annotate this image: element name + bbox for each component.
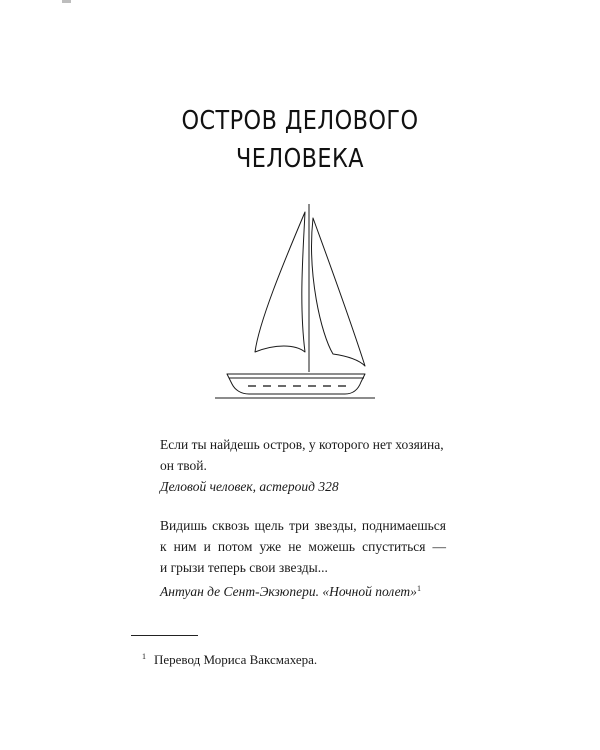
epigraph-1-attribution: Деловой человек, астероид 328 — [160, 479, 339, 494]
epigraph-1-line-1: Если ты найдешь остров, у которого нет хозяина, — [160, 437, 444, 452]
epigraph-2-line-2: к ним и потом уже не можешь спуститься — — [160, 539, 446, 554]
footnote-divider — [131, 635, 198, 636]
chapter-title — [0, 102, 600, 178]
epigraph-2 — [160, 515, 446, 602]
footnote-text: Перевод Мориса Ваксмахера. — [154, 652, 318, 667]
epigraph-2-line-3: и грызи теперь свои звезды... — [160, 560, 328, 575]
footnote-reference[interactable]: 1 — [416, 584, 421, 593]
epigraph-2-attribution: Антуан де Сент-Экзюпери. «Ночной полет» — [160, 584, 417, 599]
footnote — [142, 648, 317, 669]
epigraph-1 — [160, 434, 450, 497]
chapter-title-line-2: ЧЕЛОВЕКА — [236, 144, 364, 174]
epigraph-2-attribution-line — [160, 578, 446, 602]
footnote-marker: 1 — [142, 652, 146, 661]
sailboat-icon — [215, 204, 375, 404]
chapter-title-line-1: ОСТРОВ ДЕЛОВОГО — [181, 106, 419, 136]
epigraph-1-line-2: он твой. — [160, 458, 207, 473]
epigraph-2-line-1: Видишь сквозь щель три звезды, поднимаешься — [160, 518, 446, 533]
scan-mark — [62, 0, 71, 3]
